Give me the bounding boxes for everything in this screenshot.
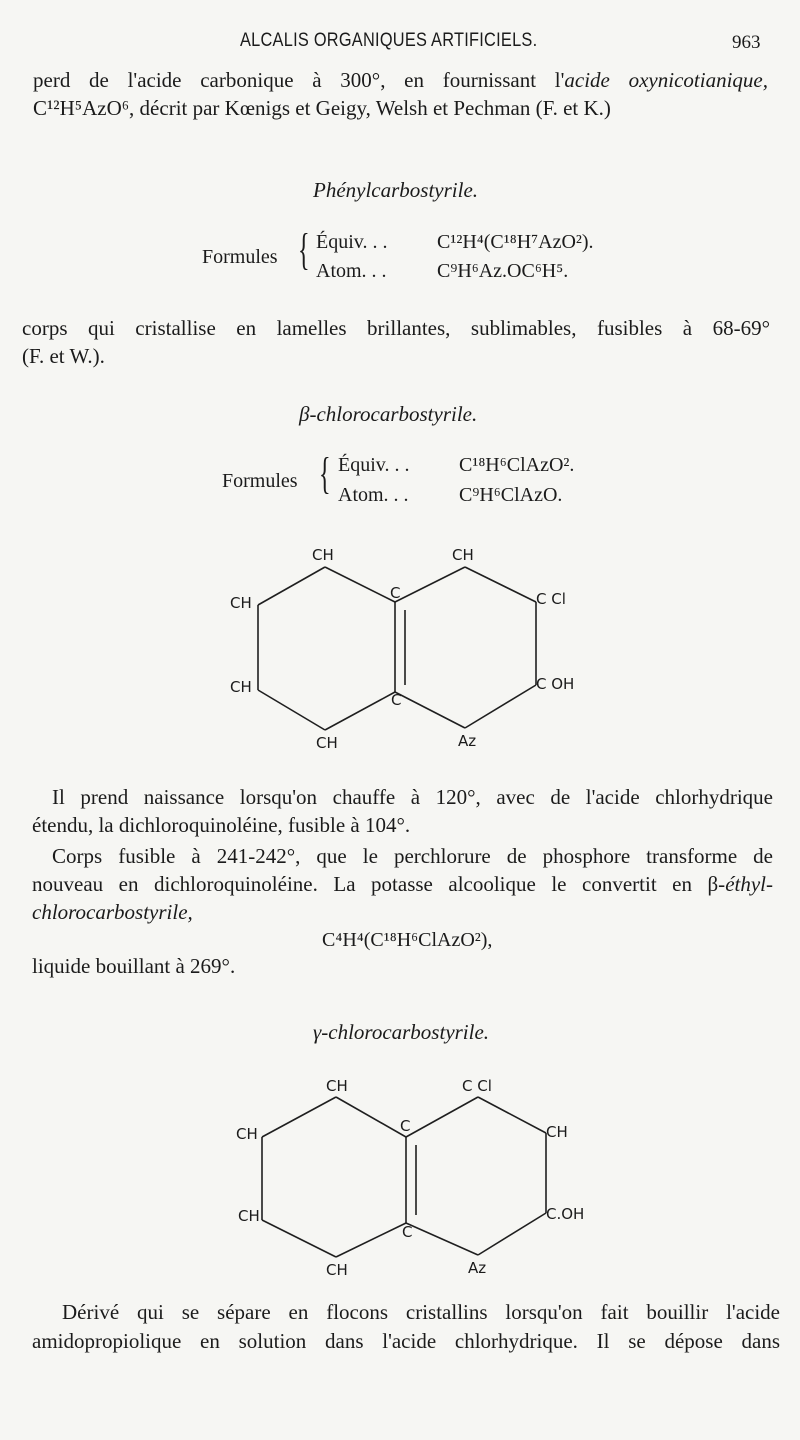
gamma-label-bottom-right: Az [468, 1259, 487, 1277]
beta-label-bottom-right: Az [458, 732, 477, 750]
bond [465, 567, 536, 602]
bond [395, 567, 465, 602]
phenyl-desc-line-1: corps qui cristallise en lamelles brillantes, sublimables, fusibles à 68-69° [22, 316, 770, 340]
phenyl-brace: { [298, 225, 310, 274]
beta-para2-line-2 [32, 874, 773, 895]
gamma-label-center-top: C [400, 1117, 411, 1135]
beta-label-top-right: CH [452, 546, 474, 564]
beta-para2-line-4: liquide bouillant à 269°. [32, 954, 236, 978]
gamma-para-line-2: amidopropiolique en solution dans l'acide chlorhydrique. Il se dépose dans [32, 1329, 780, 1353]
beta-formules-label: Formules [222, 470, 298, 492]
bond [262, 1220, 336, 1257]
beta-structure-bonds [220, 540, 580, 760]
beta-atom-formula: C⁹H⁶ClAzO. [459, 484, 563, 506]
gamma-structure [230, 1075, 600, 1285]
beta-atom-label: Atom. . . [338, 484, 409, 506]
intro-line-1-italic: acide oxynicotianique, [564, 68, 768, 92]
gamma-para-line-1: Dérivé qui se sépare en flocons cristallins lorsqu'on fait bouillir l'acide [62, 1300, 780, 1324]
beta-label-left-lower: CH [230, 678, 252, 696]
phenyl-atom-label: Atom. . . [316, 260, 387, 282]
gamma-label-right-upper: CH [546, 1123, 568, 1141]
phenyl-equiv-formula: C¹²H⁴(C¹⁸H⁷AzO²). [437, 231, 594, 253]
bond [478, 1213, 546, 1255]
gamma-label-bottom-left: CH [326, 1261, 348, 1279]
gamma-label-left-lower: CH [238, 1207, 260, 1225]
beta-label-left-upper: CH [230, 594, 252, 612]
gamma-label-right-lower: C.OH [546, 1205, 585, 1223]
bond [325, 567, 395, 602]
bond [478, 1097, 546, 1133]
running-header-title: ALCALIS ORGANIQUES ARTIFICIELS. [240, 30, 538, 51]
beta-para2-line-2-text: nouveau en dichloroquinoléine. La potasse alcoolique le convertit en β- [32, 872, 726, 896]
beta-para2-line-1: Corps fusible à 241-242°, que le perchlorure de phosphore transforme de [52, 844, 773, 868]
phenyl-heading: Phénylcarbostyrile. [313, 178, 479, 202]
gamma-label-top-right: C Cl [462, 1077, 492, 1095]
gamma-label-top-left: CH [326, 1077, 348, 1095]
beta-equiv-label: Équiv. . . [338, 454, 410, 476]
gamma-heading: γ-chlorocarbostyrile. [313, 1020, 490, 1044]
phenyl-equiv-label: Équiv. . . [316, 231, 388, 253]
beta-label-center-top: C [390, 584, 401, 602]
beta-structure [220, 540, 580, 760]
phenyl-desc-line-2: (F. et W.). [22, 344, 105, 368]
gamma-label-center-bottom: C [402, 1223, 413, 1241]
gamma-structure-bonds [230, 1075, 600, 1285]
beta-label-bottom-left: CH [316, 734, 338, 752]
beta-brace: { [319, 449, 331, 498]
beta-label-top-left: CH [312, 546, 334, 564]
bond [258, 690, 325, 730]
beta-label-center-bottom: C [391, 691, 402, 709]
intro-line-2: C¹²H⁵AzO⁶, décrit par Kœnigs et Geigy, Welsh et Pechman (F. et K.) [33, 96, 611, 120]
beta-para1-line-1: Il prend naissance lorsqu'on chauffe à 120°, avec de l'acide chlorhydrique [52, 785, 773, 809]
beta-para2-line-2-italic: éthyl- [725, 872, 773, 896]
bond [406, 1223, 478, 1255]
bond [336, 1223, 406, 1257]
bond [465, 685, 536, 728]
bond [395, 692, 465, 728]
beta-para2-line-3: chlorocarbostyrile, [32, 900, 193, 924]
phenyl-formules-label: Formules [202, 246, 278, 268]
bond [406, 1097, 478, 1137]
bond [258, 567, 325, 605]
beta-ethyl-formula: C⁴H⁴(C¹⁸H⁶ClAzO²), [322, 929, 493, 951]
beta-label-right-lower: C OH [536, 675, 575, 693]
page-number: 963 [732, 32, 761, 53]
phenyl-atom-formula: C⁹H⁶Az.OC⁶H⁵. [437, 260, 569, 282]
bond [336, 1097, 406, 1137]
intro-line-1 [33, 70, 768, 91]
beta-para1-line-2: étendu, la dichloroquinoléine, fusible à 104°. [32, 813, 411, 837]
beta-label-right-upper: C Cl [536, 590, 566, 608]
beta-equiv-formula: C¹⁸H⁶ClAzO². [459, 454, 575, 476]
intro-line-1-text: perd de l'acide carbonique à 300°, en fournissant l' [33, 68, 565, 92]
beta-heading: β-chlorocarbostyrile. [299, 402, 478, 426]
bond [325, 692, 395, 730]
bond [262, 1097, 336, 1137]
gamma-label-left-upper: CH [236, 1125, 258, 1143]
